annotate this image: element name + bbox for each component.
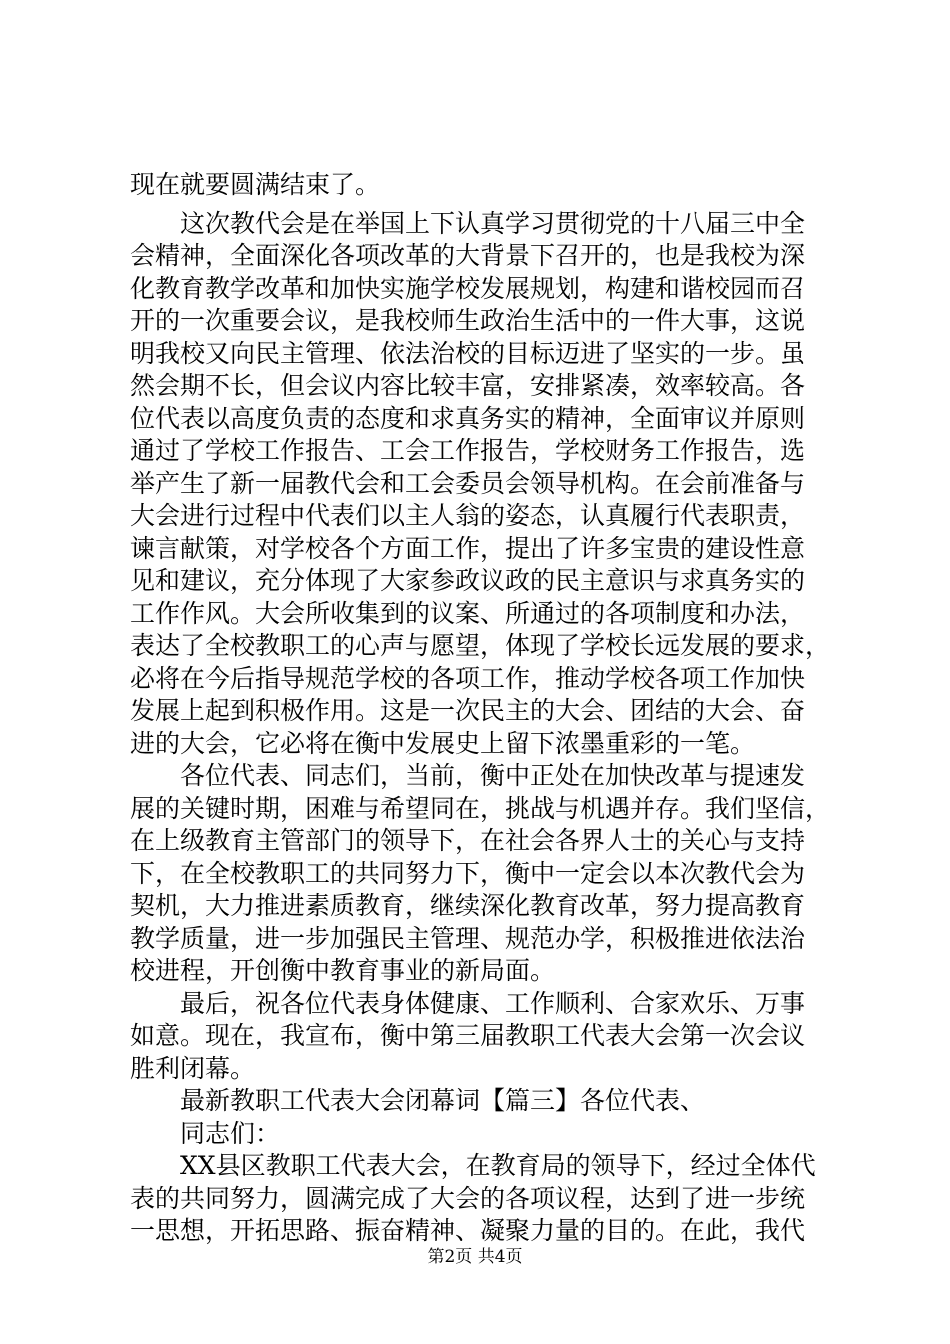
text-line: 教学质量，进一步加强民主管理、规范办学，积极推进依法治 — [130, 924, 806, 953]
text-line: 工作作风。大会所收集到的议案、所通过的各项制度和办法， — [130, 599, 806, 628]
text-line: 开的一次重要会议，是我校师生政治生活中的一件大事，这说 — [130, 306, 806, 335]
page-number-footer: 第2页 共4页 — [427, 1247, 523, 1267]
text-line: 同志们： — [180, 1119, 281, 1148]
text-line: 一思想，开拓思路、振奋精神、凝聚力量的目的。在此，我代 — [130, 1216, 806, 1245]
text-line: 通过了学校工作报告、工会工作报告，学校财务工作报告，选 — [130, 436, 806, 465]
text-line: 如意。现在，我宣布，衡中第三届教职工代表大会第一次会议 — [130, 1021, 806, 1050]
text-line: 表的共同努力，圆满完成了大会的各项议程，达到了进一步统 — [130, 1184, 806, 1213]
text-line: 胜利闭幕。 — [130, 1054, 256, 1083]
text-line: 各位代表、同志们，当前，衡中正处在加快改革与提速发 — [180, 761, 806, 790]
text-line: 最后，祝各位代表身体健康、工作顺利、合家欢乐、万事 — [180, 989, 806, 1018]
text-line: 在上级教育主管部门的领导下，在社会各界人士的关心与支持 — [130, 826, 806, 855]
text-line: 必将在今后指导规范学校的各项工作，推动学校各项工作加快 — [130, 664, 806, 693]
text-line: 位代表以高度负责的态度和求真务实的精神，全面审议并原则 — [130, 404, 806, 433]
text-line: 发展上起到积极作用。这是一次民主的大会、团结的大会、奋 — [130, 696, 806, 725]
text-line: 最新教职工代表大会闭幕词【篇三】各位代表、 — [180, 1086, 706, 1115]
text-line: 会精神，全面深化各项改革的大背景下召开的，也是我校为深 — [130, 241, 806, 270]
text-line: 大会进行过程中代表们以主人翁的姿态，认真履行代表职责， — [130, 501, 806, 530]
text-line: 契机，大力推进素质教育，继续深化教育改革，努力提高教育 — [130, 891, 806, 920]
text-line: 校进程，开创衡中教育事业的新局面。 — [130, 956, 556, 985]
text-line: XX县区教职工代表大会，在教育局的领导下，经过全体代 — [180, 1151, 816, 1180]
text-line: 然会期不长，但会议内容比较丰富，安排紧凑，效率较高。各 — [130, 371, 806, 400]
text-line: 化教育教学改革和加快实施学校发展规划，构建和谐校园而召 — [130, 274, 806, 303]
text-line: 展的关键时期，困难与希望同在，挑战与机遇并存。我们坚信， — [130, 794, 831, 823]
text-line: 举产生了新一届教代会和工会委员会领导机构。在会前准备与 — [130, 469, 806, 498]
text-line: 谏言献策，对学校各个方面工作，提出了许多宝贵的建设性意 — [130, 534, 806, 563]
text-line: 明我校又向民主管理、依法治校的目标迈进了坚实的一步。虽 — [130, 339, 806, 368]
text-line: 进的大会，它必将在衡中发展史上留下浓墨重彩的一笔。 — [130, 729, 756, 758]
text-line: 见和建议，充分体现了大家参政议政的民主意识与求真务实的 — [130, 566, 806, 595]
text-line: 现在就要圆满结束了。 — [130, 170, 381, 199]
text-line: 下，在全校教职工的共同努力下，衡中一定会以本次教代会为 — [130, 859, 806, 888]
text-line: 这次教代会是在举国上下认真学习贯彻党的十八届三中全 — [180, 209, 806, 238]
text-line: 表达了全校教职工的心声与愿望，体现了学校长远发展的要求， — [130, 631, 831, 660]
